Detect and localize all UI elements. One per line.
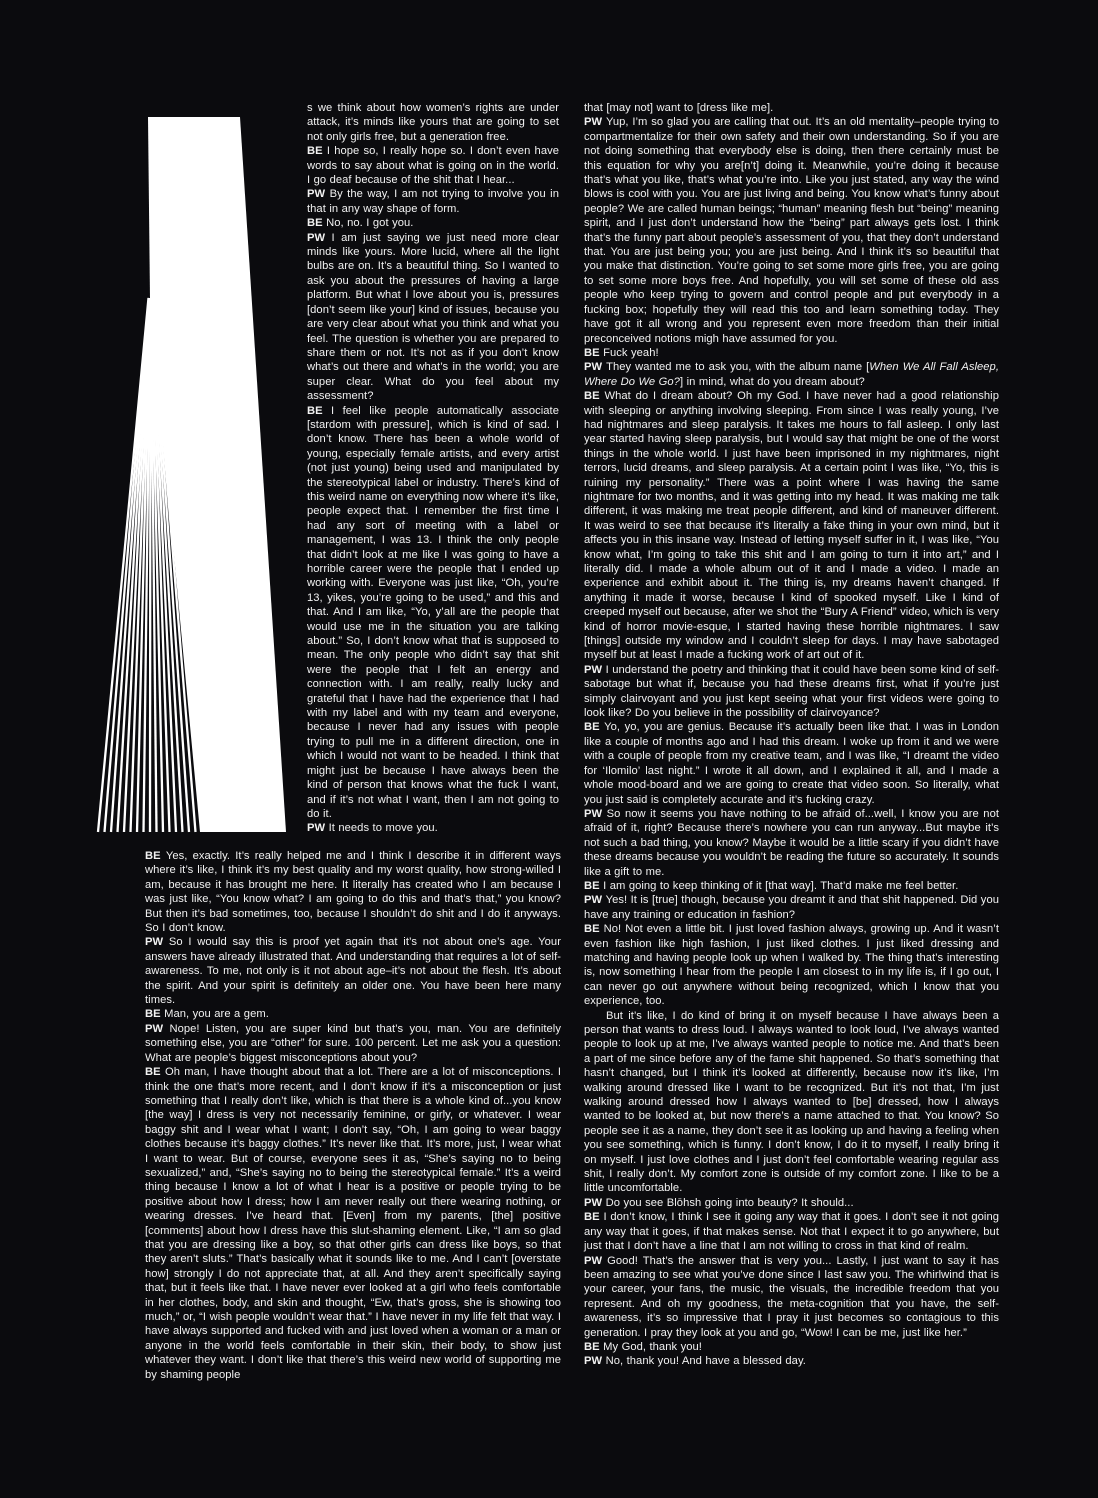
speaker-label: BE	[584, 390, 605, 403]
interview-paragraph	[584, 1009, 999, 1196]
speaker-label: BE	[584, 721, 605, 734]
interview-paragraph	[584, 360, 999, 389]
interview-column-upper	[307, 101, 559, 836]
paragraph-text: No! Not even a little bit. I just loved fashion always, growing up. And it wasn’t even fashion like high fashion, I just liked clothes. I just liked dressing and matching and having people look up when I walked by. The thing that’s interesting is, now something I hear from the people I am closest to in my life is, if I go out, I can never go out anywhere without being recognized, which I know that you experience, too.	[584, 923, 999, 1008]
paragraph-text: s we think about how women’s rights are under attack, it’s minds like yours that are going to set not only girls free, but a generation free.	[307, 102, 559, 143]
paragraph-text: Good! That’s the answer that is very you... Lastly, I just want to say it has been amazing to see what you’ve done since I last saw you. The whirlwind that is your career, your fans, the music, the visuals, the incredible freedom that you represent. And oh my goodness, the meta-cognition that you have, the self-awareness, it’s so impressive that I pray it just becomes so contagious to this generation. I pray they look at you and go, “Wow! I can be me, just like her.”	[584, 1254, 999, 1339]
paragraph-text: They wanted me to ask you, with the album name [When We All Fall Asleep, Where Do We Go?] in mind, what do you dream about?	[584, 361, 999, 388]
interview-paragraph	[584, 389, 999, 663]
interview-paragraph	[584, 1340, 999, 1354]
interview-paragraph	[584, 879, 999, 893]
interview-paragraph	[584, 1254, 999, 1340]
interview-paragraph	[307, 404, 559, 822]
speaker-label: PW	[307, 231, 332, 244]
interview-paragraph	[584, 663, 999, 721]
speaker-label: BE	[584, 879, 604, 892]
paragraph-text: Yo, yo, you are genius. Because it’s actually been like that. I was in London like a couple of months ago and I had this dream. I woke up from it and we were with a couple of people from my creative team, and I was like, “I dreamt the video for ‘Ilomilo’ last night.” I wrote it all down, and I explained it all, and I made a whole mood-board and we are going to create that video soon. So literally, what you just said is completely accurate and it’s fucking crazy.	[584, 721, 999, 806]
speaker-label: BE	[584, 923, 604, 936]
speaker-label: BE	[584, 346, 604, 359]
speaker-label: PW	[584, 663, 606, 676]
interview-paragraph	[584, 807, 999, 879]
interview-paragraph	[145, 1022, 561, 1065]
paragraph-text: I understand the poetry and thinking that it could have been some kind of self-sabotage but what if, because you had these dreams first, what if you’re just simply clairvoyant and you just kept seeing what your first videos were going to look like? Do you believe in the possibility of clairvoyance?	[584, 663, 999, 720]
paragraph-text: I don’t know, I think I see it going any way that it goes. I don’t see it not going any way that it goes, if that makes sense. Not that I expect it to go anywhere, but just that I don’t have a line that I am not willing to cross in that kind of realm.	[584, 1211, 999, 1253]
interview-paragraph	[307, 101, 559, 144]
interview-paragraph	[307, 187, 559, 216]
speaker-label: PW	[307, 822, 329, 835]
paragraph-text: Nope! Listen, you are super kind but that’s you, man. You are definitely something else, you are “other” for sure. 100 percent. Let me ask you a question: What are people’s biggest misconceptions about you?	[145, 1022, 561, 1064]
speaker-label: BE	[145, 1066, 165, 1079]
interview-paragraph	[145, 1065, 561, 1382]
paragraph-text: What do I dream about? Oh my God. I have never had a good relationship with sleeping or anything involving sleeping. From since I was really young, I’ve had nightmares and sleep paralysis. It takes me hours to fall asleep. I only last year started having sleep paralysis, but I would say that might be one of the worst things in the whole world. I just have been imprisoned in my nightmares, night terrors, lucid dreams, and sleep paralysis. At a certain point I was like, “Yo, this is ruining my personality.” There was a point where I was having the same nightmare for two months, and it was getting into my head. It was making me talk different, it was making me treat people different, and kind of maneuver different. It was weird to see that because it’s literally a fake thing in your own mind, but it affects you in this insane way. Instead of letting myself suffer in it, I was like, “You know what, I’m going to take this shit and I am going to turn it into art,” and I literally did. I made a whole album out of it and I made a video. I made an experience and exhibit about it. The thing is, my dreams haven’t changed. If anything it made it worse, because I kind of spooked myself. Like I kind of creeped myself out because, after we shot the “Bury A Friend” video, which is very kind of horror movie-esque, I started having these horrible nightmares. I saw [things] outside my window and I couldn’t sleep for days. I may have sabotaged myself but at least I made a fucking work of art out of it.	[584, 390, 999, 662]
paragraph-text: Man, you are a gem.	[164, 1008, 269, 1021]
paragraph-text: Yes, exactly. It’s really helped me and I think I describe it in different ways where it’s like, I think it’s my best quality and my worst quality, how strong-willed I am, because it has brought me here. It literally has created who I am because I was just like, “You know what? I am going to do this and that’s that,” you know? But then it’s bad sometimes, too, because I shouldn’t do shit and I do it anyways. So I don’t know.	[145, 850, 561, 935]
interview-paragraph	[584, 346, 999, 360]
speaker-label: PW	[584, 361, 607, 374]
paragraph-text: I am going to keep thinking of it [that way]. That’d make me feel better.	[603, 879, 959, 892]
interview-paragraph	[145, 849, 561, 935]
paragraph-text: Fuck yeah!	[603, 346, 659, 359]
paragraph-text: I hope so, I really hope so. I don’t even have words to say about what is going on in the world. I go deaf because of the shit that I hear...	[307, 145, 560, 187]
speaker-label: BE	[584, 1211, 604, 1224]
interview-paragraph	[584, 115, 999, 346]
paragraph-text: Oh man, I have thought about that a lot. There are a lot of misconceptions. I think the one that’s more recent, and I don’t know if it’s a misconception or just something that I really don’t like, which is that there is a whole kind of...you know [the way] I dress is very not necessarily feminine, or girly, or whatever. I wear baggy shit and I wear what I want; I don’t say, “Oh, I am going to wear baggy clothes because it’s baggy clothes.” It’s never like that. It’s more, just, I wear what I want to wear. But of course, everyone sees it as, “She’s saying no to being sexualized,” and, “She’s saying no to being the stereotypical female.” It’s a weird thing because I know a lot of what I hear is a positive or people trying to be positive about how I dress; how I am never really out there wearing nothing, or wearing dresses. I’ve heard that. [Even] from my parents, [the] positive [comments] about how I dress have this slut-shaming element. Like, “I am so glad that you are dressing like a boy, so that other girls can dress like boys, so that they aren’t sluts.” That’s basically what it sounds like to me. And I can’t [overstate how] strongly I do not appreciate that, at all. And they aren’t specifically saying that, but it feels like that. I have never ever looked at a girl who feels comfortable in her clothes, body, and skin and thought, “Ew, that’s gross, she is showing too much,” or, “I wish people wouldn’t wear that.” I have never in my life felt that way. I have always supported and fucked with and just loved when a woman or a man or anyone in the world feels comfortable in their skin, their body, to show just whatever they want. I don’t like that there’s this weird new world of supporting me by shaming people	[145, 1066, 561, 1381]
paragraph-text: So now it seems you have nothing to be afraid of...well, I know you are not afraid of it, right? Because there’s nowhere you can run anyway...But maybe it’s not such a bad thing, you know? Maybe it would be a little scary if you didn’t have these dreams because you wouldn’t be reading the future so accurately. It sounds like a gift to me.	[584, 807, 999, 878]
interview-column-lower-left	[145, 849, 561, 1382]
interview-paragraph	[307, 216, 559, 230]
paragraph-text: I am just saying we just need more clear minds like yours. More lucid, where all the light bulbs are on. It’s a beautiful thing. So I wanted to ask you about the pressures of having a large platform. But what I love about you is, pressures [don’t seem like your] kind of issues, because you are very clear about what you think and what you feel. The question is whether you are prepared to share them or not. It’s not as if you don’t know what’s out there and what’s in the world; you are super clear. What do you feel about my assessment?	[307, 231, 559, 403]
interview-paragraph	[584, 720, 999, 806]
interview-paragraph	[584, 1210, 999, 1253]
speaker-label: BE	[307, 217, 327, 230]
paragraph-text: Yup, I’m so glad you are calling that out. It’s an old mentality–people trying to compartmentalize for their own safety and their own understanding. So if you are not doing something that everybody else is doing, then there certainly must be this equation for why you are[n’t] doing it. Meanwhile, you’re doing it because that’s what you like, that’s what you’re into. Like you just stated, any way the wind blows is cool with you. You are just living and being. You know what’s funny about people? We are called human beings; “human” meaning flesh but “being” meaning spirit, and I just don’t understand how the “being” part always gets lost. I think that’s the funny part about people’s assessment of you, that they don’t understand that. You are just being you; you are just being. And I think it’s so beautiful that you make that distinction. You’re going to set some more girls free, you are going to set some more boys free. And hopefully, you will set some of these old ass people who keep trying to govern and control people and put everybody in a fucking box; hopefully they will read this too and learn something today. They have got it all wrong and you represent even more freedom than their initial preconceived notions migh have assumed for you.	[584, 116, 999, 345]
speaker-label: PW	[584, 1254, 608, 1267]
speaker-label: PW	[307, 188, 330, 201]
interview-paragraph	[307, 144, 559, 187]
paragraph-text: Do you see Blōhsh going into beauty? It should...	[605, 1196, 854, 1209]
interview-paragraph	[145, 1007, 561, 1021]
paragraph-text: My God, thank you!	[603, 1340, 702, 1353]
speaker-label: PW	[145, 936, 169, 949]
speaker-label: BE	[307, 145, 327, 158]
speaker-label: PW	[584, 807, 607, 820]
paragraph-text: It needs to move you.	[328, 822, 438, 835]
paragraph-text: I feel like people automatically associate [stardom with pressure], which is kind of sad. I don’t know. There has been a whole world of young, especially female artists, and every artist (not just young) being used and manipulated by the stereotypical label or industry. There’s kind of this weird name on everything now where it’s like, people expect that. I remember the first time I had any sort of meeting with a label or management, I was 13. I think the only people that didn’t look at me like I was going to have a horrible career were the people that I ended up working with. Everyone was just like, “Oh, you’re 13, yikes, you’re going to be used,” and this and that. And I am like, “Yo, y’all are the people that would use me in the situation you are talking about.” So, I don’t know what that is supposed to mean. The only people who didn’t say that shit were the people that I felt an energy and connection with. I am really, really lucky and grateful that I have had the experience that I had with my label and with my team and everyone, because I never had any issues with people trying to pull me in a different direction, one in which I would not want to be headed. I think that might just be because I have always been the kind of person that knows what the fuck I want, and if it’s not what I want, then I am not going to do it.	[307, 404, 559, 820]
speaker-label: BE	[584, 1340, 604, 1353]
paragraph-text: So I would say this is proof yet again that it’s not about one’s age. Your answers have already illustrated that. And understanding that requires a lot of self-awareness. To me, not only is it not about age–it’s not about the flesh. It’s about the spirit. And your spirit is definitely an older one. You have been here many times.	[145, 936, 561, 1007]
interview-paragraph	[584, 101, 999, 115]
speaker-label: PW	[584, 1196, 606, 1209]
speaker-label: BE	[145, 1008, 165, 1021]
speaker-label: PW	[584, 894, 606, 907]
speaker-label: BE	[307, 404, 332, 417]
speaker-label: PW	[145, 1022, 170, 1035]
paragraph-text: No, thank you! And have a blessed day.	[605, 1355, 806, 1368]
speaker-label: PW	[584, 1355, 606, 1368]
interview-paragraph	[584, 893, 999, 922]
interview-paragraph	[584, 1354, 999, 1368]
obelisk-solid	[148, 117, 286, 832]
speaker-label: BE	[145, 850, 166, 862]
interview-paragraph	[584, 922, 999, 1008]
interview-column-right	[584, 101, 999, 1369]
interview-paragraph	[584, 1196, 999, 1210]
paragraph-text: that [may not] want to [dress like me].	[584, 102, 774, 114]
interview-paragraph	[307, 231, 559, 404]
speaker-label: PW	[584, 116, 606, 129]
interview-paragraph	[145, 935, 561, 1007]
paragraph-text: But it’s like, I do kind of bring it on myself because I have always been a person that wants to dress loud. I always wanted to look loud, I’ve always wanted people to look up at me, I’ve always wanted people to notice me. And that’s been a part of me since before any of the fame shit happened. So that’s something that hasn’t changed, but I think it’s looked at differently, because now it’s like, I’m walking around dressed like I want to be recognized. But it’s not that, I’m just walking around dressed how I always wanted to [be] dressed, how I always wanted to be looked at, but now there’s a name attached to that. You know? So people see it as a name, they don’t see it as looking up and having a feeling when you see something, which is funny. I don’t know, I do it to myself, I really bring it on myself. I just love clothes and I just don’t feel comfortable wearing regular ass shit, I really don’t. My comfort zone is outside of my comfort zone. I like to be a little uncomfortable.	[584, 1009, 999, 1195]
interview-paragraph	[307, 821, 559, 835]
paragraph-text: By the way, I am not trying to involve you in that in any way shape of form.	[307, 188, 559, 215]
obelisk-graphic	[85, 110, 300, 840]
paragraph-text: Yes! It is [true] though, because you dreamt it and that shit happened. Did you have any training or education in fashion?	[584, 894, 999, 921]
paragraph-text: No, no. I got you.	[326, 217, 414, 230]
